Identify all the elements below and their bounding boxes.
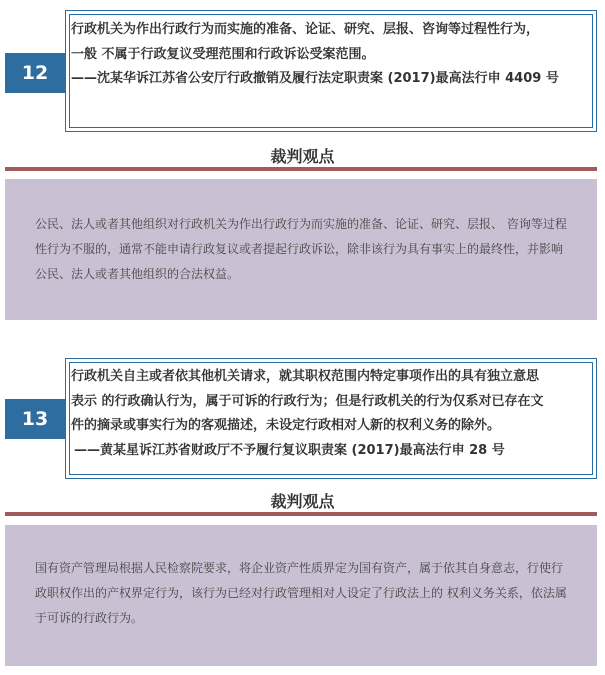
case-text-line: 行政机关自主或者依其他机关请求，就其职权范围内特定事项作出的具有独立意思 — [71, 369, 540, 384]
case-text-13 — [71, 365, 597, 463]
section-divider — [5, 512, 597, 516]
case-text-line: 件的摘录或事实行为的客观描述，未设定行政相对人新的权利义务的除外。 — [71, 418, 501, 433]
opinion-box-2 — [5, 525, 597, 666]
case-text-12 — [71, 18, 597, 92]
case-number-badge: 12 — [5, 53, 65, 93]
section-title: 裁判观点 — [270, 147, 335, 166]
opinion-text: 公民、法人或者其他组织对行政机关为作出行政行为而实施的准备、论证、研究、层报、 咨询等过程性行为不服的，通常不能申请行政复议或者提起行政诉讼，除非该行为具有事实上的最终性，并影响公民、法人或者其他组织的合法权益。 — [35, 217, 567, 281]
opinion-box-1 — [5, 179, 597, 320]
case-citation: ——黄某星诉江苏省财政厅不予履行复议职责案 (2017)最高法行申 28 号 — [74, 442, 505, 458]
case-text-line: 行政机关为作出行政行为而实施的准备、论证、研究、层报、咨询等过程性行为， — [71, 22, 540, 37]
case-text-line: 一般 不属于行政复议受理范围和行政诉讼受案范围。 — [71, 46, 375, 62]
case-citation: ——沈某华诉江苏省公安厅行政撤销及履行法定职责案 (2017)最高法行申 4409 号 — [71, 71, 559, 86]
case-text-line: 表示 的行政确认行为，属于可诉的行政行为；但是行政机关的行为仅系对已存在文 — [71, 393, 544, 409]
section-title: 裁判观点 — [270, 492, 335, 511]
case-number-badge: 13 — [5, 399, 65, 439]
opinion-text: 国有资产管理局根据人民检察院要求，将企业资产性质界定为国有资产，属于依其自身意志，行使行政职权作出的产权界定行为，该行为已经对行政管理相对人设定了行政法上的 权利义务关系，依法属于可诉的行政行为。 — [35, 561, 567, 625]
section-divider — [5, 167, 597, 171]
